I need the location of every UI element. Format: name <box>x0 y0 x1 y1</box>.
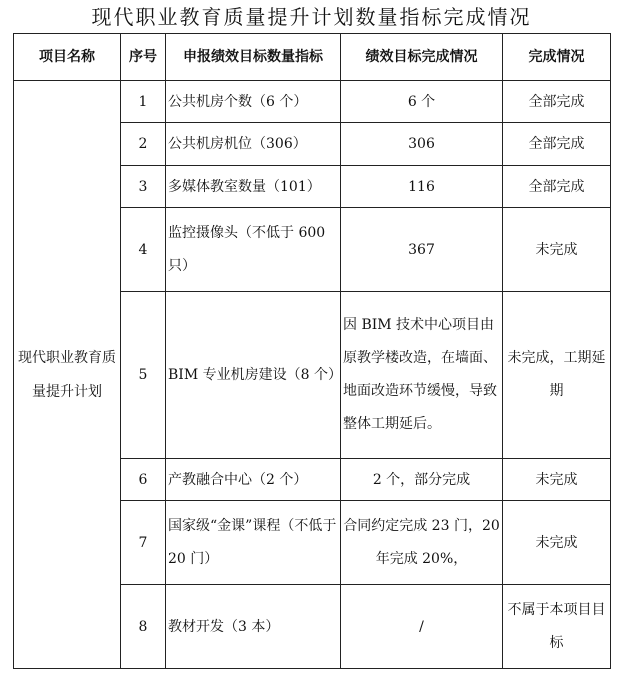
row-indicator: 多媒体教室数量（101） <box>166 166 341 208</box>
row-progress: 合同约定完成 23 门，20 年完成 20%， <box>341 501 503 585</box>
row-no: 7 <box>121 501 166 585</box>
row-progress: 116 <box>341 166 503 208</box>
row-no: 2 <box>121 123 166 166</box>
row-progress: 因 BIM 技术中心项目由原教学楼改造，在墙面、地面改造环节缓慢，导致整体工期延后。 <box>341 292 503 459</box>
row-progress: / <box>341 585 503 669</box>
row-no: 8 <box>121 585 166 669</box>
row-no: 1 <box>121 81 166 123</box>
row-indicator: 教材开发（3 本） <box>166 585 341 669</box>
metrics-table <box>13 33 611 669</box>
table-header-row <box>14 34 611 81</box>
row-no: 6 <box>121 459 166 501</box>
project-name-cell: 现代职业教育质量提升计划 <box>14 81 121 669</box>
row-no: 5 <box>121 292 166 459</box>
row-progress: 2 个，部分完成 <box>341 459 503 501</box>
row-status: 未完成 <box>503 459 611 501</box>
table-row <box>14 81 611 123</box>
row-progress: 6 个 <box>341 81 503 123</box>
row-status: 全部完成 <box>503 166 611 208</box>
header-indicator: 申报绩效目标数量指标 <box>166 34 341 81</box>
row-progress: 367 <box>341 208 503 292</box>
header-progress: 绩效目标完成情况 <box>341 34 503 81</box>
row-status: 全部完成 <box>503 123 611 166</box>
row-status: 未完成 <box>503 501 611 585</box>
row-indicator: BIM 专业机房建设（8 个） <box>166 292 341 459</box>
header-no: 序号 <box>121 34 166 81</box>
header-status: 完成情况 <box>503 34 611 81</box>
row-indicator: 公共机房机位（306） <box>166 123 341 166</box>
row-status: 未完成，工期延期 <box>503 292 611 459</box>
row-progress: 306 <box>341 123 503 166</box>
row-indicator: 产教融合中心（2 个） <box>166 459 341 501</box>
page-title: 现代职业教育质量提升计划数量指标完成情况 <box>91 5 532 29</box>
row-status: 不属于本项目目标 <box>503 585 611 669</box>
row-indicator: 公共机房个数（6 个） <box>166 81 341 123</box>
row-status: 未完成 <box>503 208 611 292</box>
row-indicator: 监控摄像头（不低于 600 只） <box>166 208 341 292</box>
row-indicator: 国家级“金课”课程（不低于 20 门） <box>166 501 341 585</box>
header-project-name: 项目名称 <box>14 34 121 81</box>
row-no: 3 <box>121 166 166 208</box>
row-status: 全部完成 <box>503 81 611 123</box>
row-no: 4 <box>121 208 166 292</box>
